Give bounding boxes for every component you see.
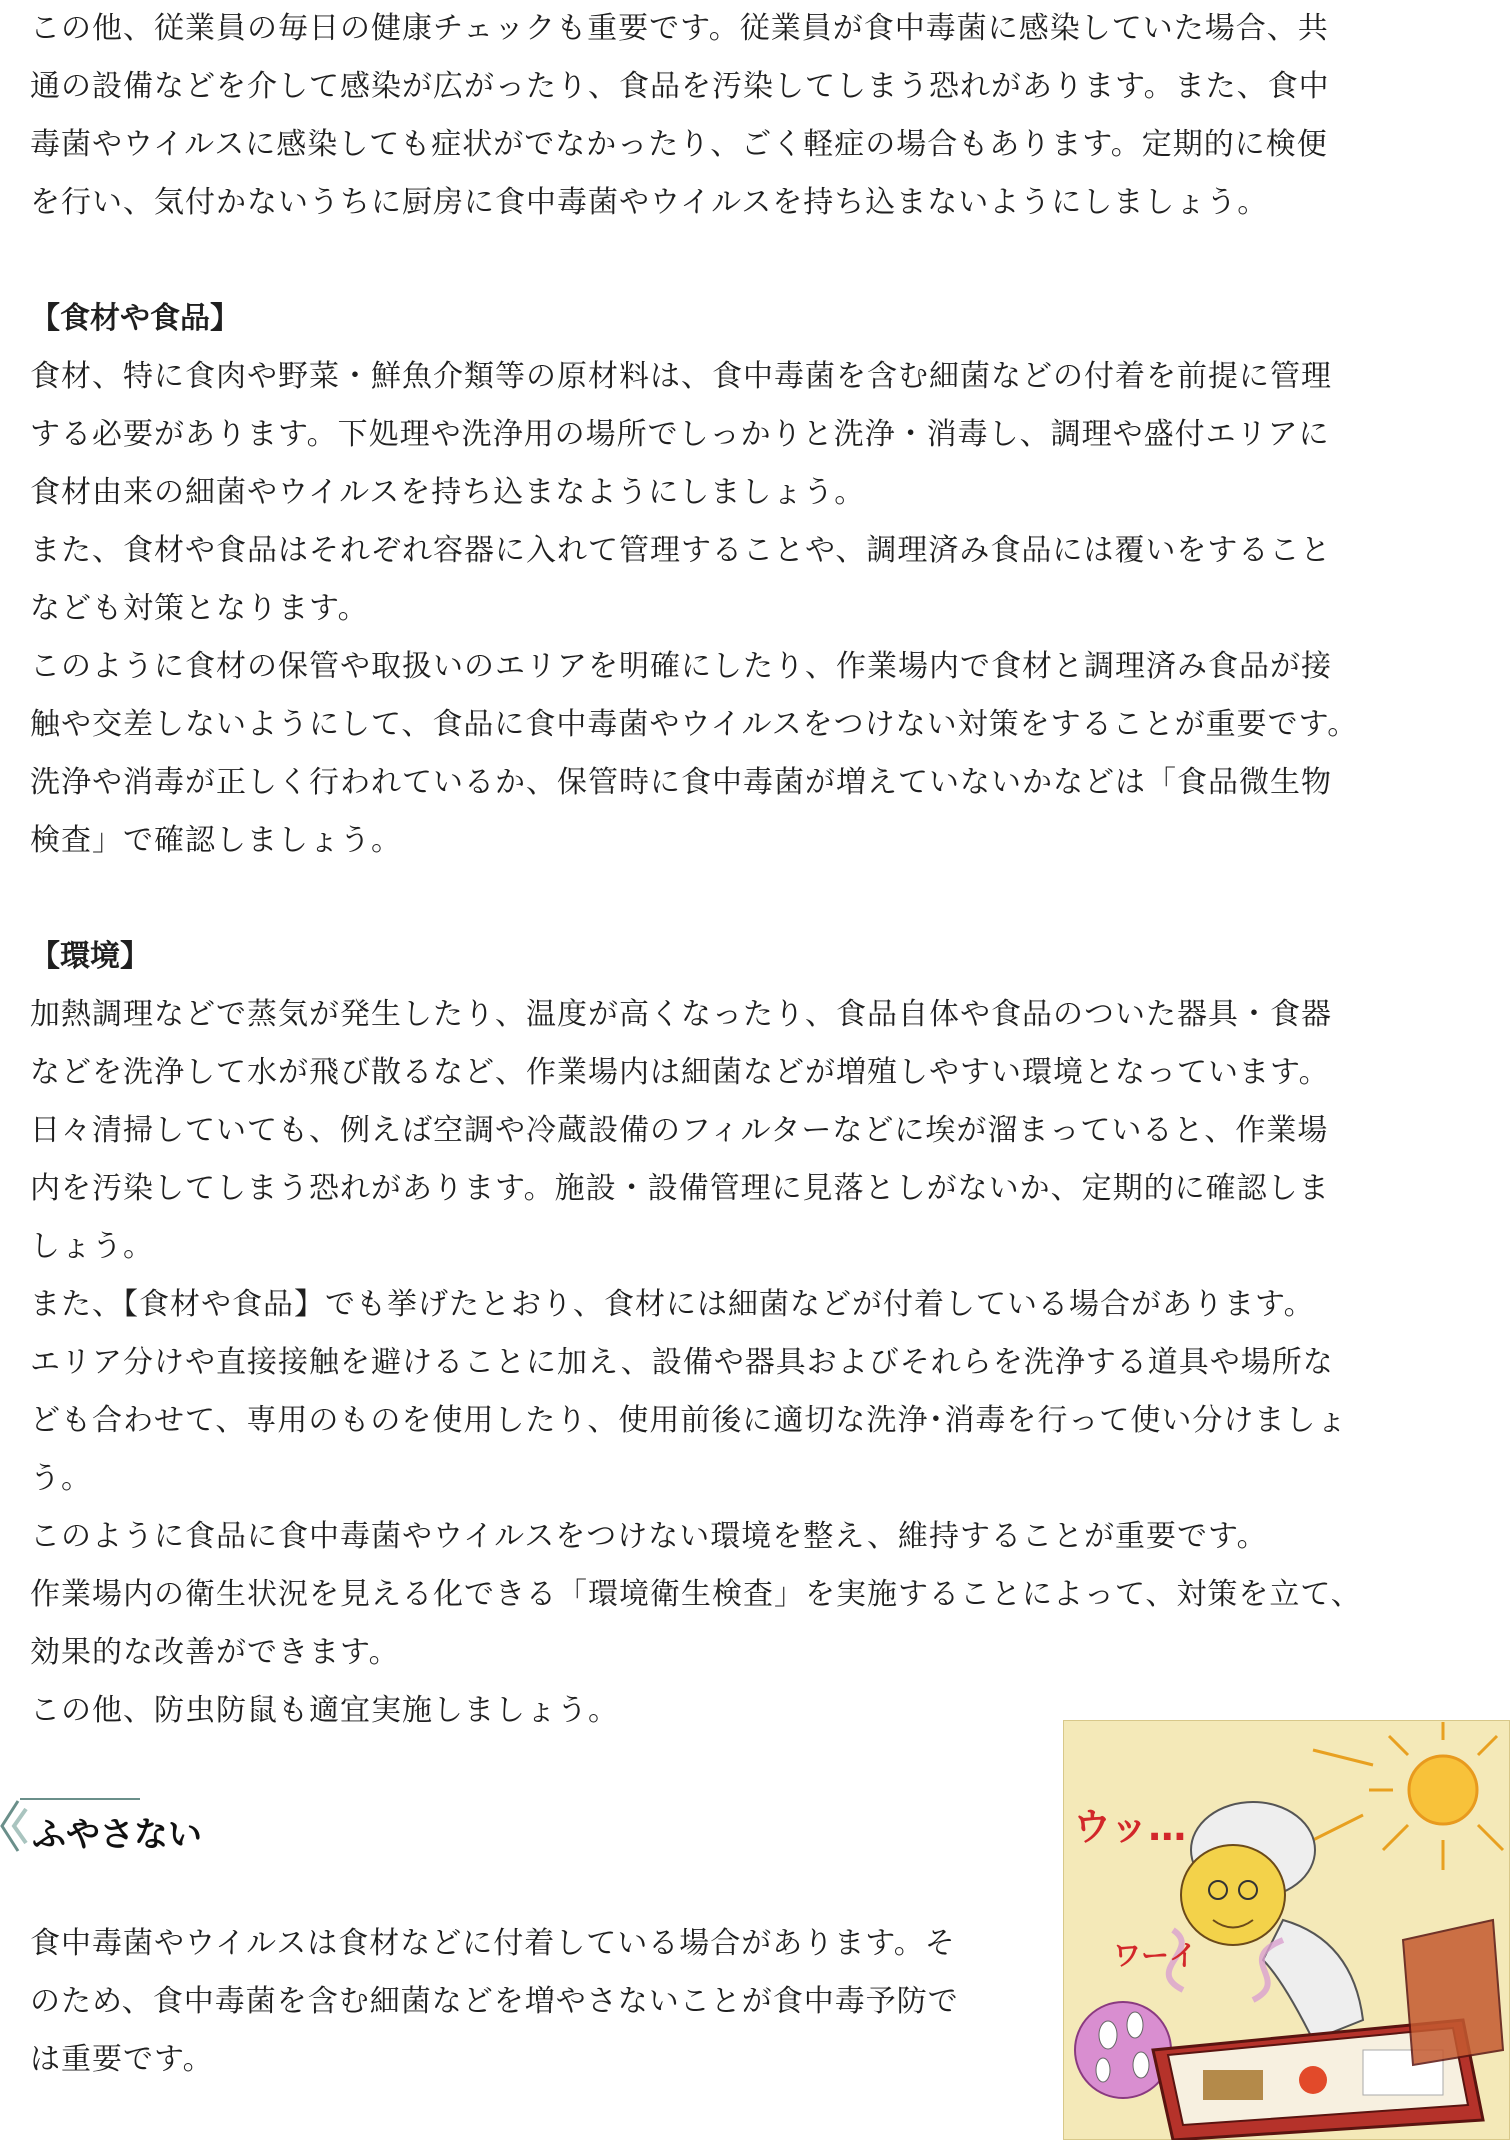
- illustration-caption: ワーイ: [1113, 1939, 1198, 1972]
- intro-line: を行い、気付かないうちに厨房に食中毒菌やウイルスを持ち込まないようにしましょう。: [30, 185, 1269, 220]
- food-section-heading: 【食材や食品】: [30, 301, 240, 336]
- increase-line: のため、食中毒菌を含む細菌などを増やさないことが食中毒予防で: [30, 1984, 959, 2019]
- illustration-caption: ウッ…: [1073, 1805, 1187, 1849]
- food-line: する必要があります。下処理や洗浄用の場所でしっかりと洗浄・消毒し、調理や盛付エリアに: [30, 417, 1330, 452]
- food-line: また、食材や食品はそれぞれ容器に入れて管理することや、調理済み食品には覆いをすること: [30, 533, 1332, 568]
- article-body: [30, 0, 1440, 1740]
- environment-line: 作業場内の衛生状況を見える化できる「環境衛生検査」を実施することによって、対策を立て、: [30, 1577, 1362, 1612]
- section-title-block: [0, 1795, 202, 1865]
- increase-line: 食中毒菌やウイルスは食材などに付着している場合があります。そ: [30, 1926, 956, 1961]
- environment-line: ども合わせて、専用のものを使用したり、使用前後に適切な洗浄･消毒を行って使い分けましょ: [30, 1403, 1348, 1438]
- environment-line: う。: [30, 1461, 92, 1496]
- increase-line: は重要です。: [30, 2042, 214, 2077]
- increase-section-body: [30, 1915, 1040, 2089]
- food-line: 食材、特に食肉や野菜・鮮魚介類等の原材料は、食中毒菌を含む細菌などの付着を前提に管理: [30, 359, 1332, 394]
- food-line: 検査」で確認しましょう。: [30, 823, 402, 858]
- spacer: [30, 870, 1440, 928]
- spacer: [30, 232, 1440, 290]
- food-line: 洗浄や消毒が正しく行われているか、保管時に食中毒菌が増えていないかなどは「食品微生物: [30, 765, 1332, 800]
- food-line: 触や交差しないようにして、食品に食中毒菌やウイルスをつけない対策をすることが重要です。: [30, 707, 1359, 742]
- environment-line: 日々清掃していても、例えば空調や冷蔵設備のフィルターなどに埃が溜まっていると、作業場: [30, 1113, 1329, 1148]
- environment-section-heading: 【環境】: [30, 939, 150, 974]
- intro-line: 毒菌やウイルスに感染しても症状がでなかったり、ごく軽症の場合もあります。定期的に検便: [30, 127, 1328, 162]
- intro-line: 通の設備などを介して感染が広がったり、食品を汚染してしまう恐れがあります。また、食中: [30, 69, 1330, 104]
- environment-line: 効果的な改善ができます。: [30, 1635, 400, 1670]
- environment-line: また、【食材や食品】でも挙げたとおり、食材には細菌などが付着している場合があります。: [30, 1287, 1315, 1322]
- environment-line: などを洗浄して水が飛び散るなど、作業場内は細菌などが増殖しやすい環境となっています。: [30, 1055, 1330, 1090]
- food-line: 食材由来の細菌やウイルスを持ち込まなようにしましょう。: [30, 475, 866, 510]
- environment-line: 加熱調理などで蒸気が発生したり、温度が高くなったり、食品自体や食品のついた器具・食器: [30, 997, 1332, 1032]
- environment-line: エリア分けや直接接触を避けることに加え、設備や器具およびそれらを洗浄する道具や場所な: [30, 1345, 1334, 1380]
- section-title: ふやさない: [32, 1815, 202, 1855]
- bento-heat-illustration: [1063, 1720, 1510, 2140]
- food-line: このように食材の保管や取扱いのエリアを明確にしたり、作業場内で食材と調理済み食品が接: [30, 649, 1332, 684]
- environment-line: しょう。: [30, 1229, 154, 1264]
- intro-line: この他、従業員の毎日の健康チェックも重要です。従業員が食中毒菌に感染していた場合、共: [30, 11, 1329, 46]
- environment-line: このように食品に食中毒菌やウイルスをつけない環境を整え、維持することが重要です。: [30, 1519, 1268, 1554]
- environment-line: 内を汚染してしまう恐れがあります。施設・設備管理に見落としがないか、定期的に確認しま: [30, 1171, 1330, 1206]
- environment-line: この他、防虫防鼠も適宜実施しましょう。: [30, 1693, 619, 1728]
- food-line: なども対策となります。: [30, 591, 369, 626]
